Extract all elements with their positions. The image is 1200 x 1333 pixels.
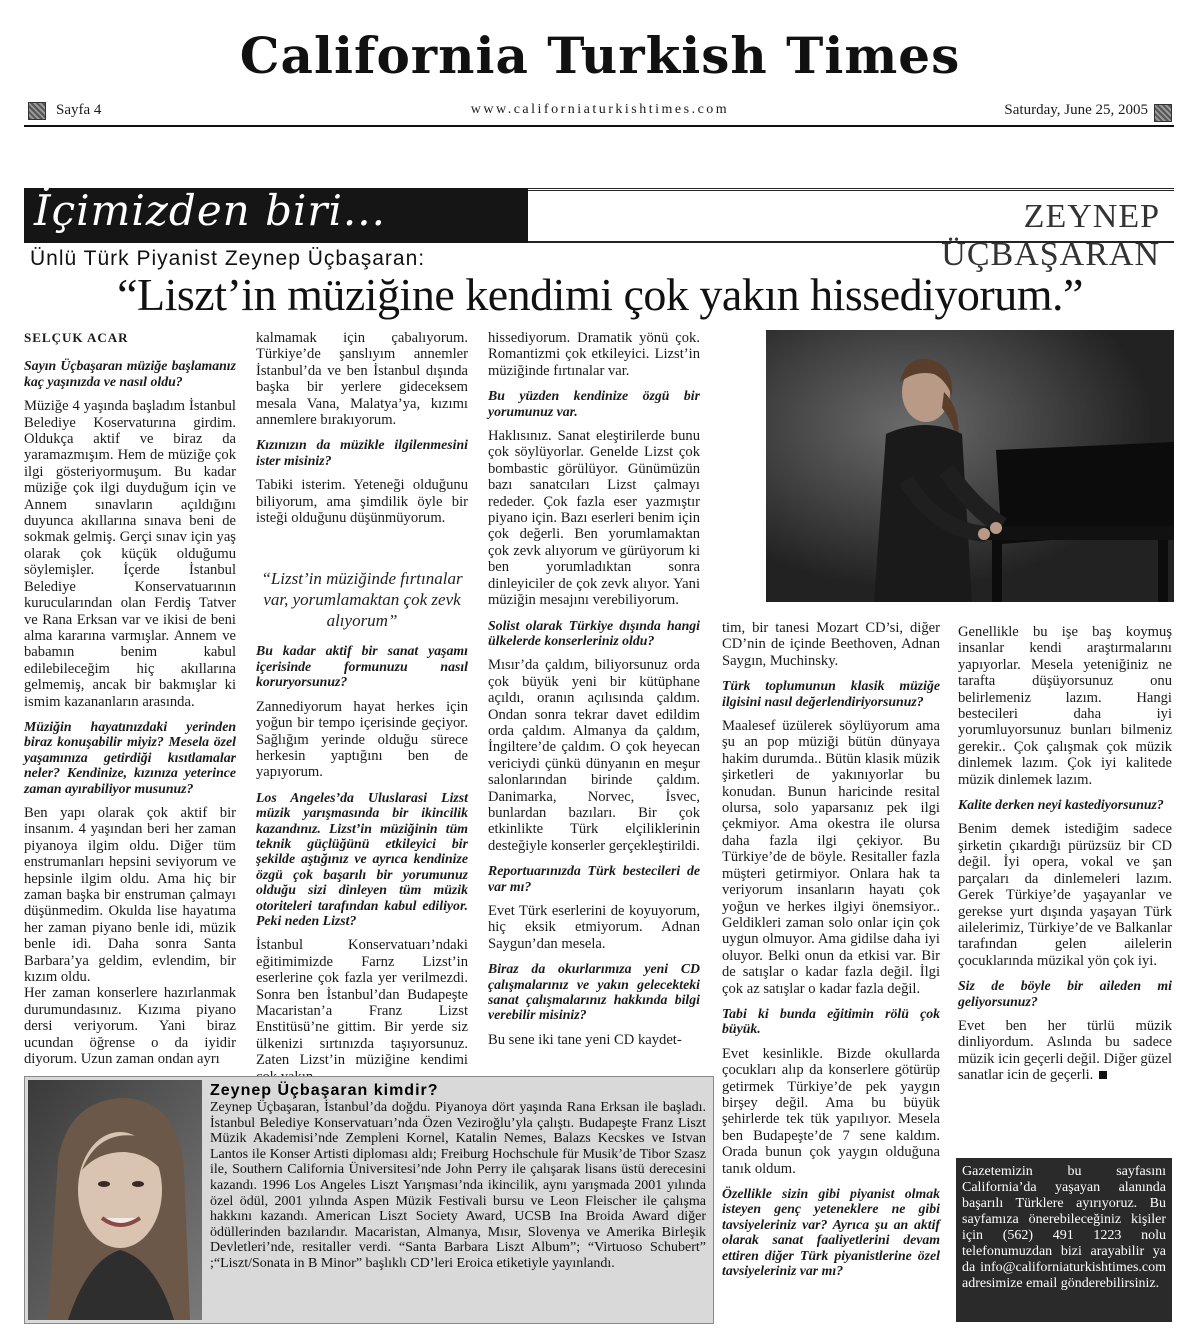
question: Los Angeles’da Uluslarasi Lizst müzik yarışmasında bir ikincilik kazandınız. Lizst’in müziğinin tüm teknik güçlüğünü etkileyici bir şekilde aştığınız ve ayrıca kendinize özgü çok başarılı bir yorumunuz olduğu sizi dinleyen tüm müzik otoriteleri tarafından kabul ediliyor. Peki neden Lizst?	[256, 789, 468, 928]
article-subtitle: Ünlü Türk Piyanist Zeynep Üçbaşaran:	[30, 247, 426, 270]
question: Bu kadar aktif bir sanat yaşamı içerisinde formunuzu nasıl koruryorsunuz?	[256, 643, 468, 690]
question: Biraz da okurlarımıza yeni CD çalışmalarınız ve yakın gelecekteki sanat çalışmalarınız hakkında bilgi verebilir misiniz?	[488, 961, 700, 1023]
question: Siz de böyle bir aileden mi geliyorsunuz?	[958, 978, 1172, 1009]
masthead-info-row	[0, 100, 1200, 122]
portrait-photo	[28, 1080, 202, 1320]
question: Kalite derken neyi kastediyorsunuz?	[958, 797, 1164, 813]
question: Sayın Üçbaşaran müziğe başlamanız kaç yaşınızda ve nasıl oldu?	[24, 358, 236, 389]
question: Tabi ki bunda eğitimin rölü çok büyük.	[722, 1005, 940, 1037]
section-slogan: İçimizden biri...	[34, 186, 386, 235]
answer: kalmamak için çabalıyorum. Türkiye’de şanslıyım annemler İstanbul’da ve ben İstanbul dışında başka bir yerlere gideceksem mesala Vana, Malatya’ya, kızımı annemlere bırakıyorum.	[256, 330, 468, 429]
biography-title: Zeynep Üçbaşaran kimdir?	[210, 1082, 439, 1099]
final-answer-text: Evet ben her türlü müzik dinliyordum. Aslında bu sadece müzik icin geçerli değil. Diğer güzel sanatlar icin de geçerli.	[958, 1017, 1172, 1084]
answer: Tabiki isterim. Yeteneği olduğunu biliyorum, ama şimdilik öyle bir isteği olduğunu düşünmüyorum.	[256, 477, 468, 527]
article-column-3	[488, 330, 700, 1057]
newspaper-masthead: California Turkish Times	[239, 26, 961, 85]
answer: Müziğe 4 yaşında başladım İstanbul Belediye Koservaturına girdim. Oldukça aktif ve biraz da yaramazmışım. Hem de müziğe çok ilgi gösteriyormuşum. Bu kadar müziğe çok ilgi duyduğum için ve Annem sınavların açıldığını duyunca akıllarına sınava beni de sokmak gelmiş. Gerçi sınav için yaş olarak çok küçük olduğumu söylemişler. İçerde İstanbul Belediye Konservatuarının kurucularından olan Ferdiş Tatver ve Rana Erksan var ve ikisi de beni alma kararına varmışlar. Annem ve babamın benim kabul edilebileceğim hiç akıllarına gelmemiş, ancak bir bakmışlar ki ismim kazananların arasında.	[24, 398, 236, 710]
answer: tim, bir tanesi Mozart CD’si, diğer CD’nin de içinde Beethoven, Adnan Saygın, Muchinsky.	[722, 620, 940, 669]
article-headline: “Liszt’in müziğine kendimi çok yakın hissediyorum.”	[117, 269, 1083, 320]
question: Müziğin hayatınızdaki yerinden biraz konuşabilir miyiz? Mesela özel yaşamınıza getirdiği kısıtlamalar neler? Kendinize, kızınıza yeterince zaman ayırabiliyor musunuz?	[24, 718, 236, 796]
pianist-photo	[766, 330, 1174, 602]
article-column-5	[958, 624, 1172, 1084]
answer	[958, 1018, 1172, 1084]
question: Bu yüzden kendinize özgü bir yorumunuz var.	[488, 388, 700, 419]
answer: Maalesef üzülerek söylüyorum ama şu an pop müziği bütün dünyaya hakim durumda.. Bütün klasik müzik şirketleri de yakınıyorlar bu konudan. Bunun haricinde resital olursa, solo yaparsanız pek ilgi çekmiyor. Ama okestra ile olursa daha fazla ilgi çekiyor. Bu Türkiye’de de böyle. Resitaller fazla müşteri getirmiyor. Onlara hak ta veriyorum insanların hayatı çok yoğun ve herkes ilgiyi önemsiyor.. Geldikleri zaman solo onlar için çok uygun olmuyor. Ama gidilse daha iyi oluyor. Belki onun da etkisi var. Bir de satışlar o kadar fazla değil. İlgi çok az satışlar o kadar fazla değil.	[722, 718, 940, 997]
editorial-note-text: Gazetemizin bu sayfasını California’da yaşayan alanında başarılı Türklere ayırıyoruz. Bu sayfamıza önerebileceğiniz kişiler için (562) 491 1223 nolu telefonumuzdan bizi arayabilir ya da info@californiaturkishtimes.com adresimize email gönderebilirsiniz.	[962, 1164, 1166, 1291]
answer: İstanbul Konservatuarı’ndaki eğitimimizde Farnz Lizst’in eserlerine çok fazla yer verilmezdi. Sonra ben İstanbul’dan Budapeşte Macaristan’a Franz Lizst Enstitüsü’ne gittim. Bir yerde siz ülkenizi sırtınızda taşıyorsunuz. Zaten Lizst’in müziğine kendimi	[256, 937, 468, 1069]
article-column-2	[256, 330, 468, 1094]
website-url: www.californiaturkishtimes.com	[470, 102, 730, 117]
square-ornament-icon	[1154, 104, 1172, 122]
answer: Bu sene iki tane yeni CD kaydet-	[488, 1031, 682, 1048]
answer: Benim demek istediğim sadece şirketin çıkardığı pürüzsüz bir CD değil. İyi opera, vokal ve şan parçaları da dinlemeleri lazım. Gerek Türkiye’de yaşayanlar ve gerekse yurt dışında yaşayan Türk ailelerimiz, Türkiye’de ve Balkanlar tarafından gelen ailelerin çocuklarında müzikal yön çok iyi.	[958, 821, 1172, 969]
answer: hissediyorum. Dramatik yönü çok. Romantizmi çok etkileyici. Lizst’in müziğinde fırtınalar var.	[488, 330, 700, 379]
portrait-illustration	[28, 1080, 202, 1320]
question: Türk toplumunun klasik müziğe ilgisini nasıl değerlendiriyorsunuz?	[722, 678, 940, 709]
issue-date: Saturday, June 25, 2005	[1004, 102, 1148, 118]
answer: Ben yapı olarak çok aktif bir insanım. 4 yaşından beri her zaman piyanoya ilgim oldu. Diğer tüm enstrumanları hepsini seviyorum ve hepsinle ilgim oldu. Ama hiç bir zaman başka bir enstruman çalmayı düşünmedim. Okulda lise hayatıma her zaman piyano benle idi, müzik benle idi. Daha sonra Santa Barbara’ya geldim, evlendim, bir kızım oldu.	[24, 804, 236, 986]
interviewee-name: ZEYNEP ÜÇBAŞARAN	[941, 198, 1160, 273]
answer: Genellikle bu işe baş koymuş insanlar kendi araştırmalarını yapıyorlar. Mesela yeteniğiniz ne tarafta düşüyorsunuz onu belirlemeniz lazım. Hangi bestecileri daha iyi yorumluyorsunuz bunları bilmeniz gerekir.. Çok çalışmak çok müzik dinlemek lazım. Çok iyi kalitede müzik dinlemek lazım.	[958, 624, 1172, 788]
page-label: Sayfa 4	[56, 102, 102, 118]
question: Solist olarak Türkiye dışında hangi ülkelerde konserleriniz oldu?	[488, 617, 700, 648]
answer: Haklısınız. Sanat eleştirilerde bunu çok söylüyorlar. Genelde Lizst çok bombastic görülüyor. Günümüzün bazı sanatcıları Lizst çalmayı rededer. Çok fazla eser yazmıştır piyano için. Bazı eserleri benim için çok değerli. Ben yorumlamaktan çok zevk alıyorum ve gürüyorum ki ben yorumladıktan sonra dinleyiciler de çok zevk alıyor. Yani müziğin mesajını verebiliyorum.	[488, 428, 700, 609]
pull-quote: “Lizst’in müziğinde fırtınalar var, yorumlamaktan çok zevk alıyorum”	[261, 569, 463, 630]
answer: Evet kesinlikle. Bizde okullarda çocukları alıp da konserlere götürüp getirmek Türkiye’de pek yaygın birşey değil. Ama bu büyük şehirlerde tek tük yapılıyor. Mesela ben Budapeşte’de 7 sene kaldım. Orada bunun çok yaygın olduğuna tanık oldum.	[722, 1045, 940, 1177]
question: Kızınızın da müzikle ilgilenmesini ister misiniz?	[256, 437, 468, 468]
question: Özellikle sizin gibi piyanist olmak isteyen genç yeteneklere ne gibi tavsiyeleriniz var? Ayrıca şu an aktif olarak sanat faaliyetlerini devam ettiren diğer Türk piyanistlerine özel tavsiyeleriniz var mı?	[722, 1186, 940, 1279]
answer: Mısır’da çaldım, biliyorsunuz orda çok büyük yeni bir kütüphane açıldı, oranın açılısında çaldım. Ondan sonra tekrar davet edildim orda çaldım. Almanya da çaldım, İngiltere’de çaldım. O çok heyecan vericiydi çünkü dünyanın en meşur salonlarından birinde çaldım. Danimarka, Norvec, İsvec, bunlardan bazıları. Bir çok etkinlikte Türk elçiliklerinin desteğiyle konserler gerçekleştirildi.	[488, 657, 700, 854]
answer: Zannediyorum hayat herkes için yoğun bir tempo içerisinde geçiyor. Sağlığım yerinde olduğu sürece herkesin yaptığını ben de yapıyorum.	[256, 698, 468, 781]
article-column-1	[24, 330, 236, 1076]
article-column-4	[722, 620, 940, 1287]
byline: SELÇUK ACAR	[24, 330, 129, 345]
pianist-illustration	[766, 330, 1174, 602]
biography-text: Zeynep Üçbaşaran, İstanbul’da doğdu. Piyanoya dört yaşında Rana Erksan ile başladı. İstanbul Belediye Konservatuarı’nda Özen Veziroğlu’yla çalıştı. Budapeşte Franz Liszt Müzik Akademisi’nde Zempleni Kornel, Katalin Nemes, Balazs Kecskes ve Istvan Lantos ile Konser Artisti diploması aldı; Freiburg Hochschule für Musik’de Tibor Szasz ile, Southern California Üniversitesi’nde John Perry ile çalışarak lisans üstü derecesini kazandı. 1996 Los Angeles Liszt Yarışması’nda ikincilik, aynı yarışmada 2001 yılında özel ödül, 2001 yılında Aspen Müzik Festivali bursu ve Leon Fleischer ile çalışma hakkını kazandı. American Liszt Society Award, UCSB Ina Broida Award diğer ödüllerinden bazılarıdır. Macaristan, Almanya, Mısır, Slovenya ve Amerika Birleşik Devletleri’nde, resitaller verdi. “Santa Barbara Liszt Album”; “Virtuoso Schubert” ;“Liszt/Sonata in B Minor” başlıklı CD’leri Eroica etiketiyle yayınlandı.	[210, 1100, 706, 1271]
answer: Evet Türk eserlerini de koyuyorum, hiç eksik etmiyorum. Adnan Saygun’dan mesela.	[488, 903, 700, 952]
answer: Her zaman konserlere hazırlanmak durumundasınız. Kızıma piyano dersi veriyorum. Yani biraz ucundan öğrense o da iyidir diyorum. Uzun zaman ondan ayrı	[24, 985, 236, 1068]
masthead-rule	[24, 125, 1174, 127]
question: Reportuarınızda Türk bestecileri de var mı?	[488, 863, 700, 894]
end-of-article-icon	[1099, 1071, 1107, 1079]
